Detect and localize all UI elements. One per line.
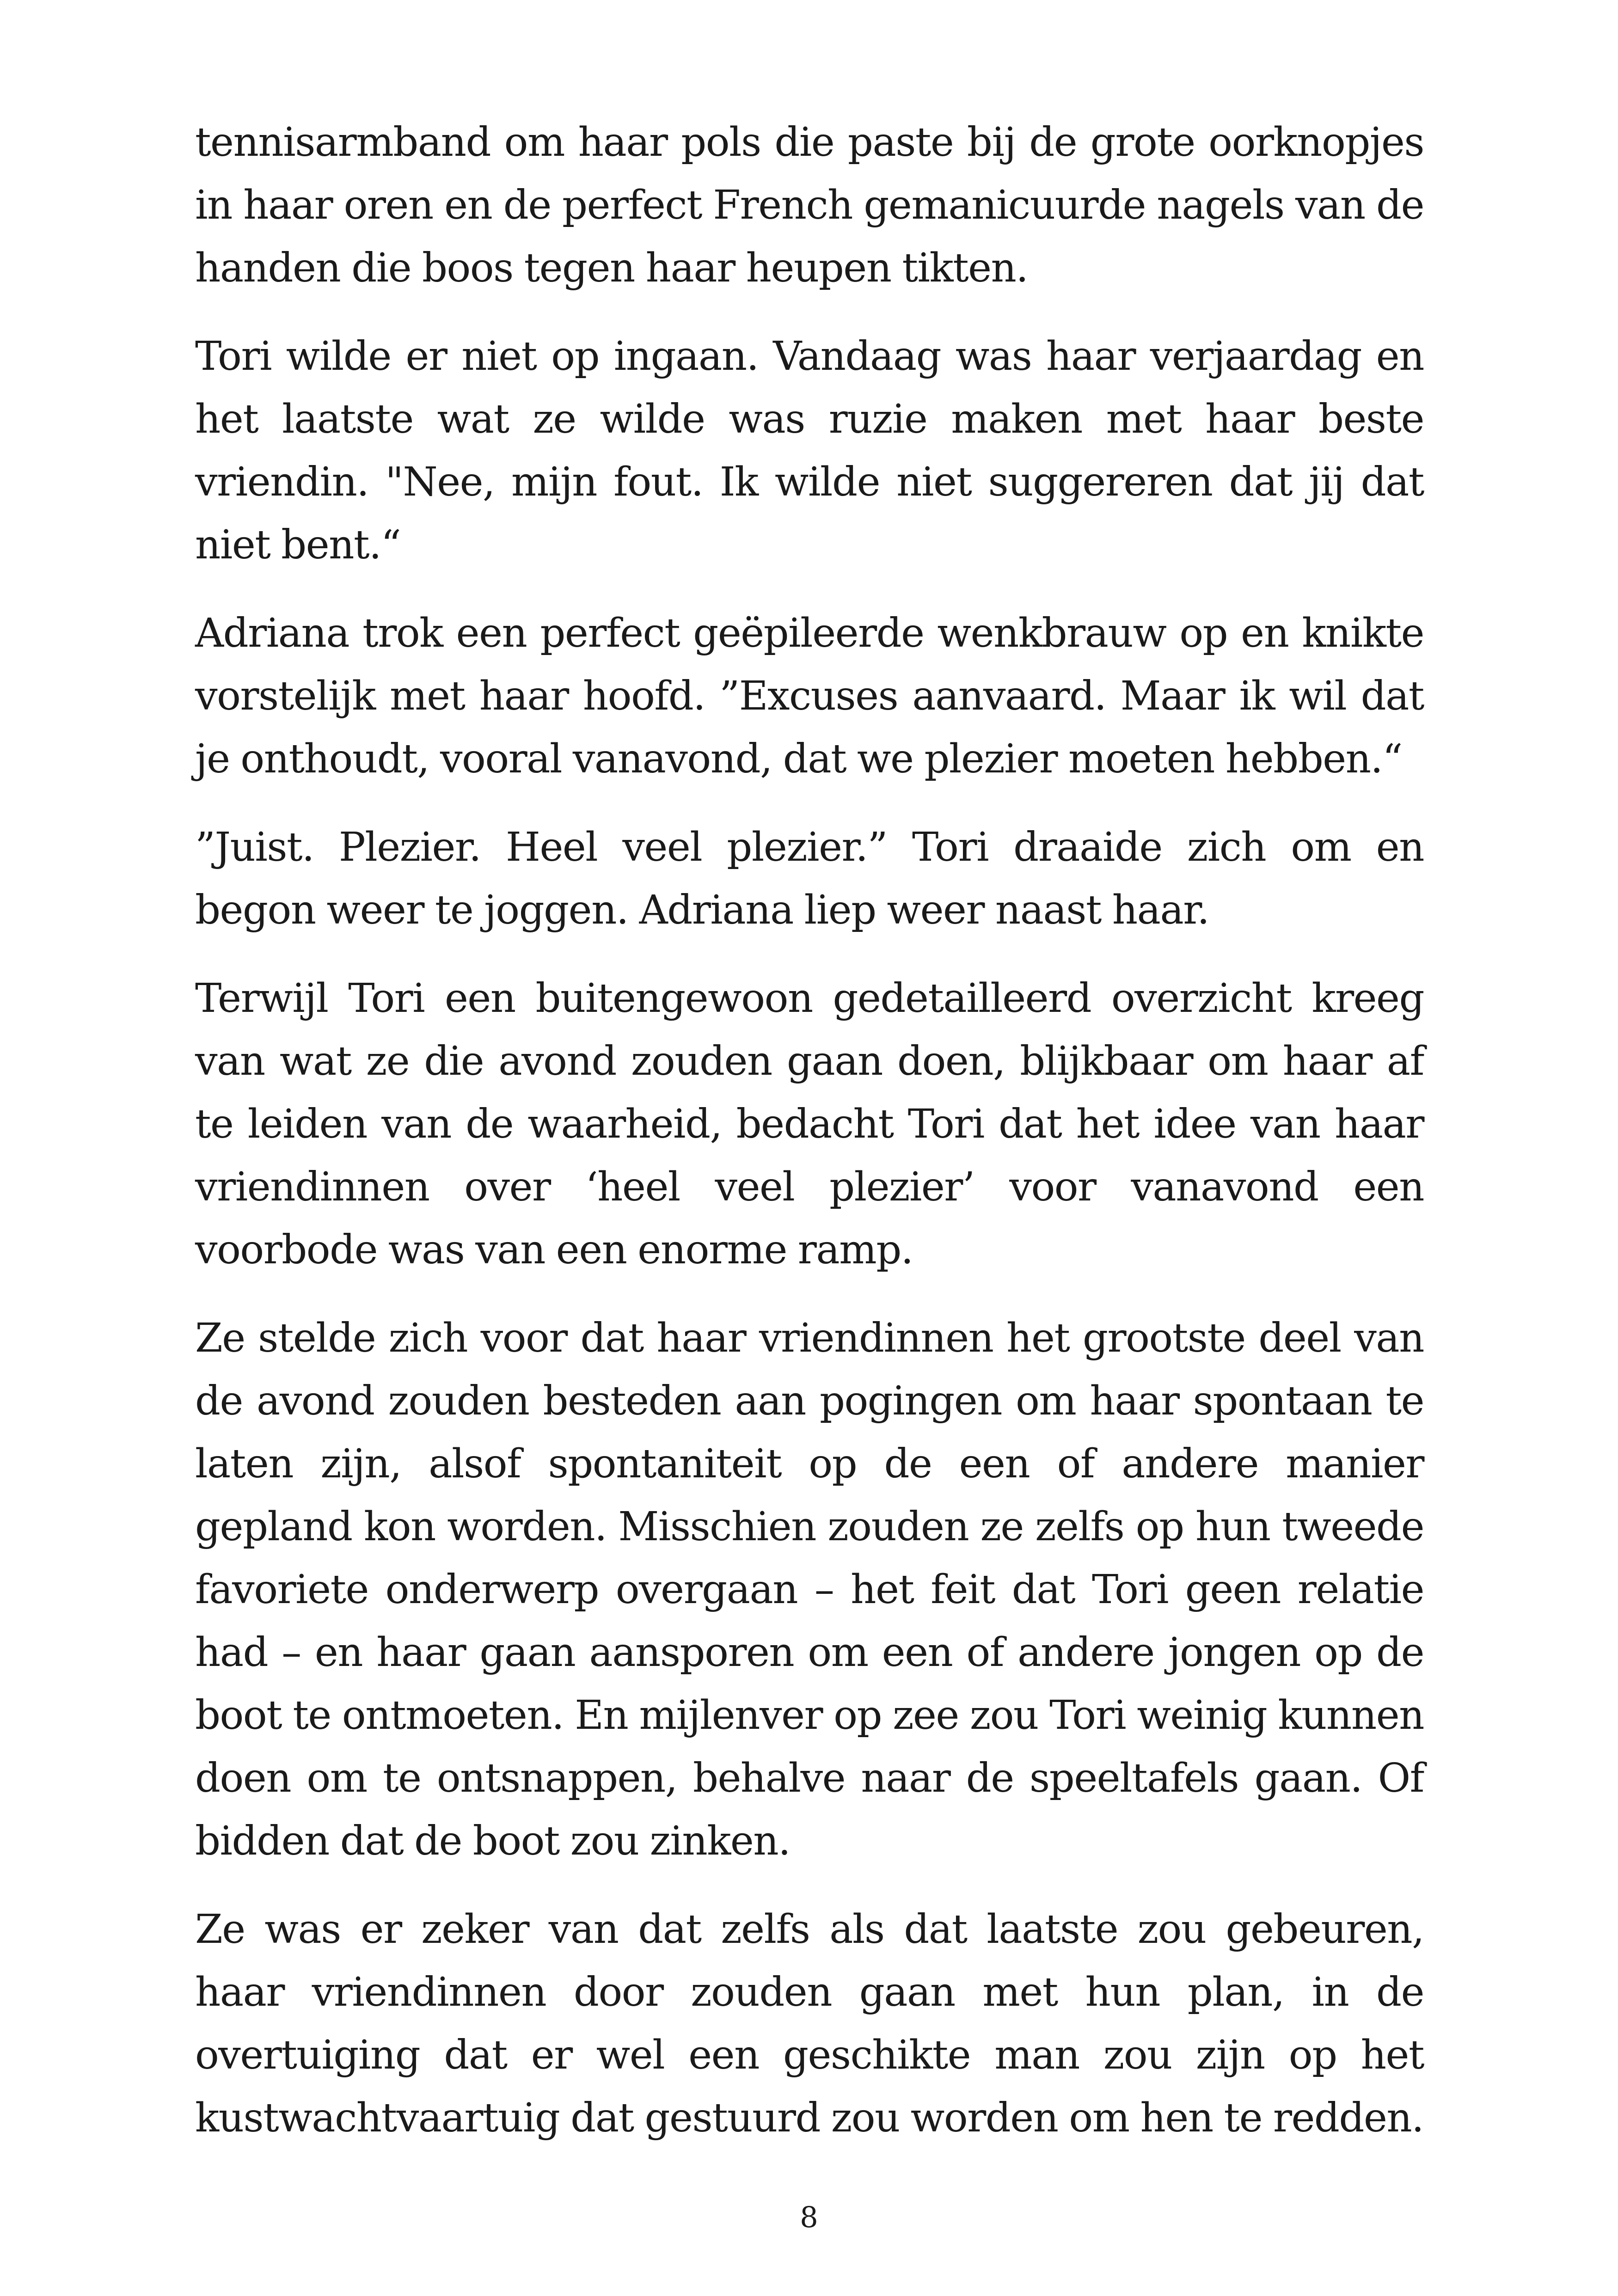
paragraph: ”Juist. Plezier. Heel veel plezier.” Tori draaide zich om en begon weer te joggen. Adriana liep weer naast haar. bbox=[195, 824, 1424, 933]
paragraph: Ze was er zeker van dat zelfs als dat laatste zou gebeuren, haar vriendinnen door zouden gaan met hun plan, in de overtuiging dat er wel een geschikte man zou zijn op het kustwachtvaartuig dat gestuurd zou worden om hen te redden. bbox=[195, 1906, 1424, 2141]
paragraph: Tori wilde er niet op ingaan. Vandaag was haar verjaardag en het laatste wat ze wilde was ruzie maken met haar beste vriendin. "Nee, mijn fout. Ik wilde niet suggereren dat jij dat niet bent.“ bbox=[195, 333, 1424, 568]
page-number: 8 bbox=[800, 2200, 818, 2234]
paragraph: Adriana trok een perfect geëpileerde wenkbrauw op en knikte vorstelijk met haar hoofd. ”Excuses aanvaard. Maar ik wil dat je onthoudt, vooral vanavond, dat we plezier moeten hebben.“ bbox=[195, 610, 1424, 782]
paragraph: Ze stelde zich voor dat haar vriendinnen het grootste deel van de avond zouden besteden aan pogingen om haar spontaan te laten zijn, alsof spontaniteit op de een of andere manier gepland kon worden. Misschien zouden ze zelfs op hun tweede favoriete onderwerp overgaan – het feit dat Tori geen relatie had – en haar gaan aansporen om een of andere jongen op de boot te ontmoeten. En mijlenver op zee zou Tori weinig kunnen doen om te ontsnappen, behalve naar de speeltafels gaan. Of bidden dat de boot zou zinken. bbox=[195, 1315, 1424, 1864]
paragraph: Terwijl Tori een buitengewoon gedetailleerd overzicht kreeg van wat ze die avond zouden gaan doen, blijkbaar om haar af te leiden van de waarheid, bedacht Tori dat het idee van haar vriendinnen over ‘heel veel plezier’ voor vanavond een voorbode was van een enorme ramp. bbox=[195, 975, 1424, 1273]
page-body bbox=[195, 111, 1424, 2191]
paragraph: tennisarmband om haar pols die paste bij de grote oorknopjes in haar oren en de perfect French gemanicuurde nagels van de handen die boos tegen haar heupen tikten. bbox=[195, 119, 1424, 291]
